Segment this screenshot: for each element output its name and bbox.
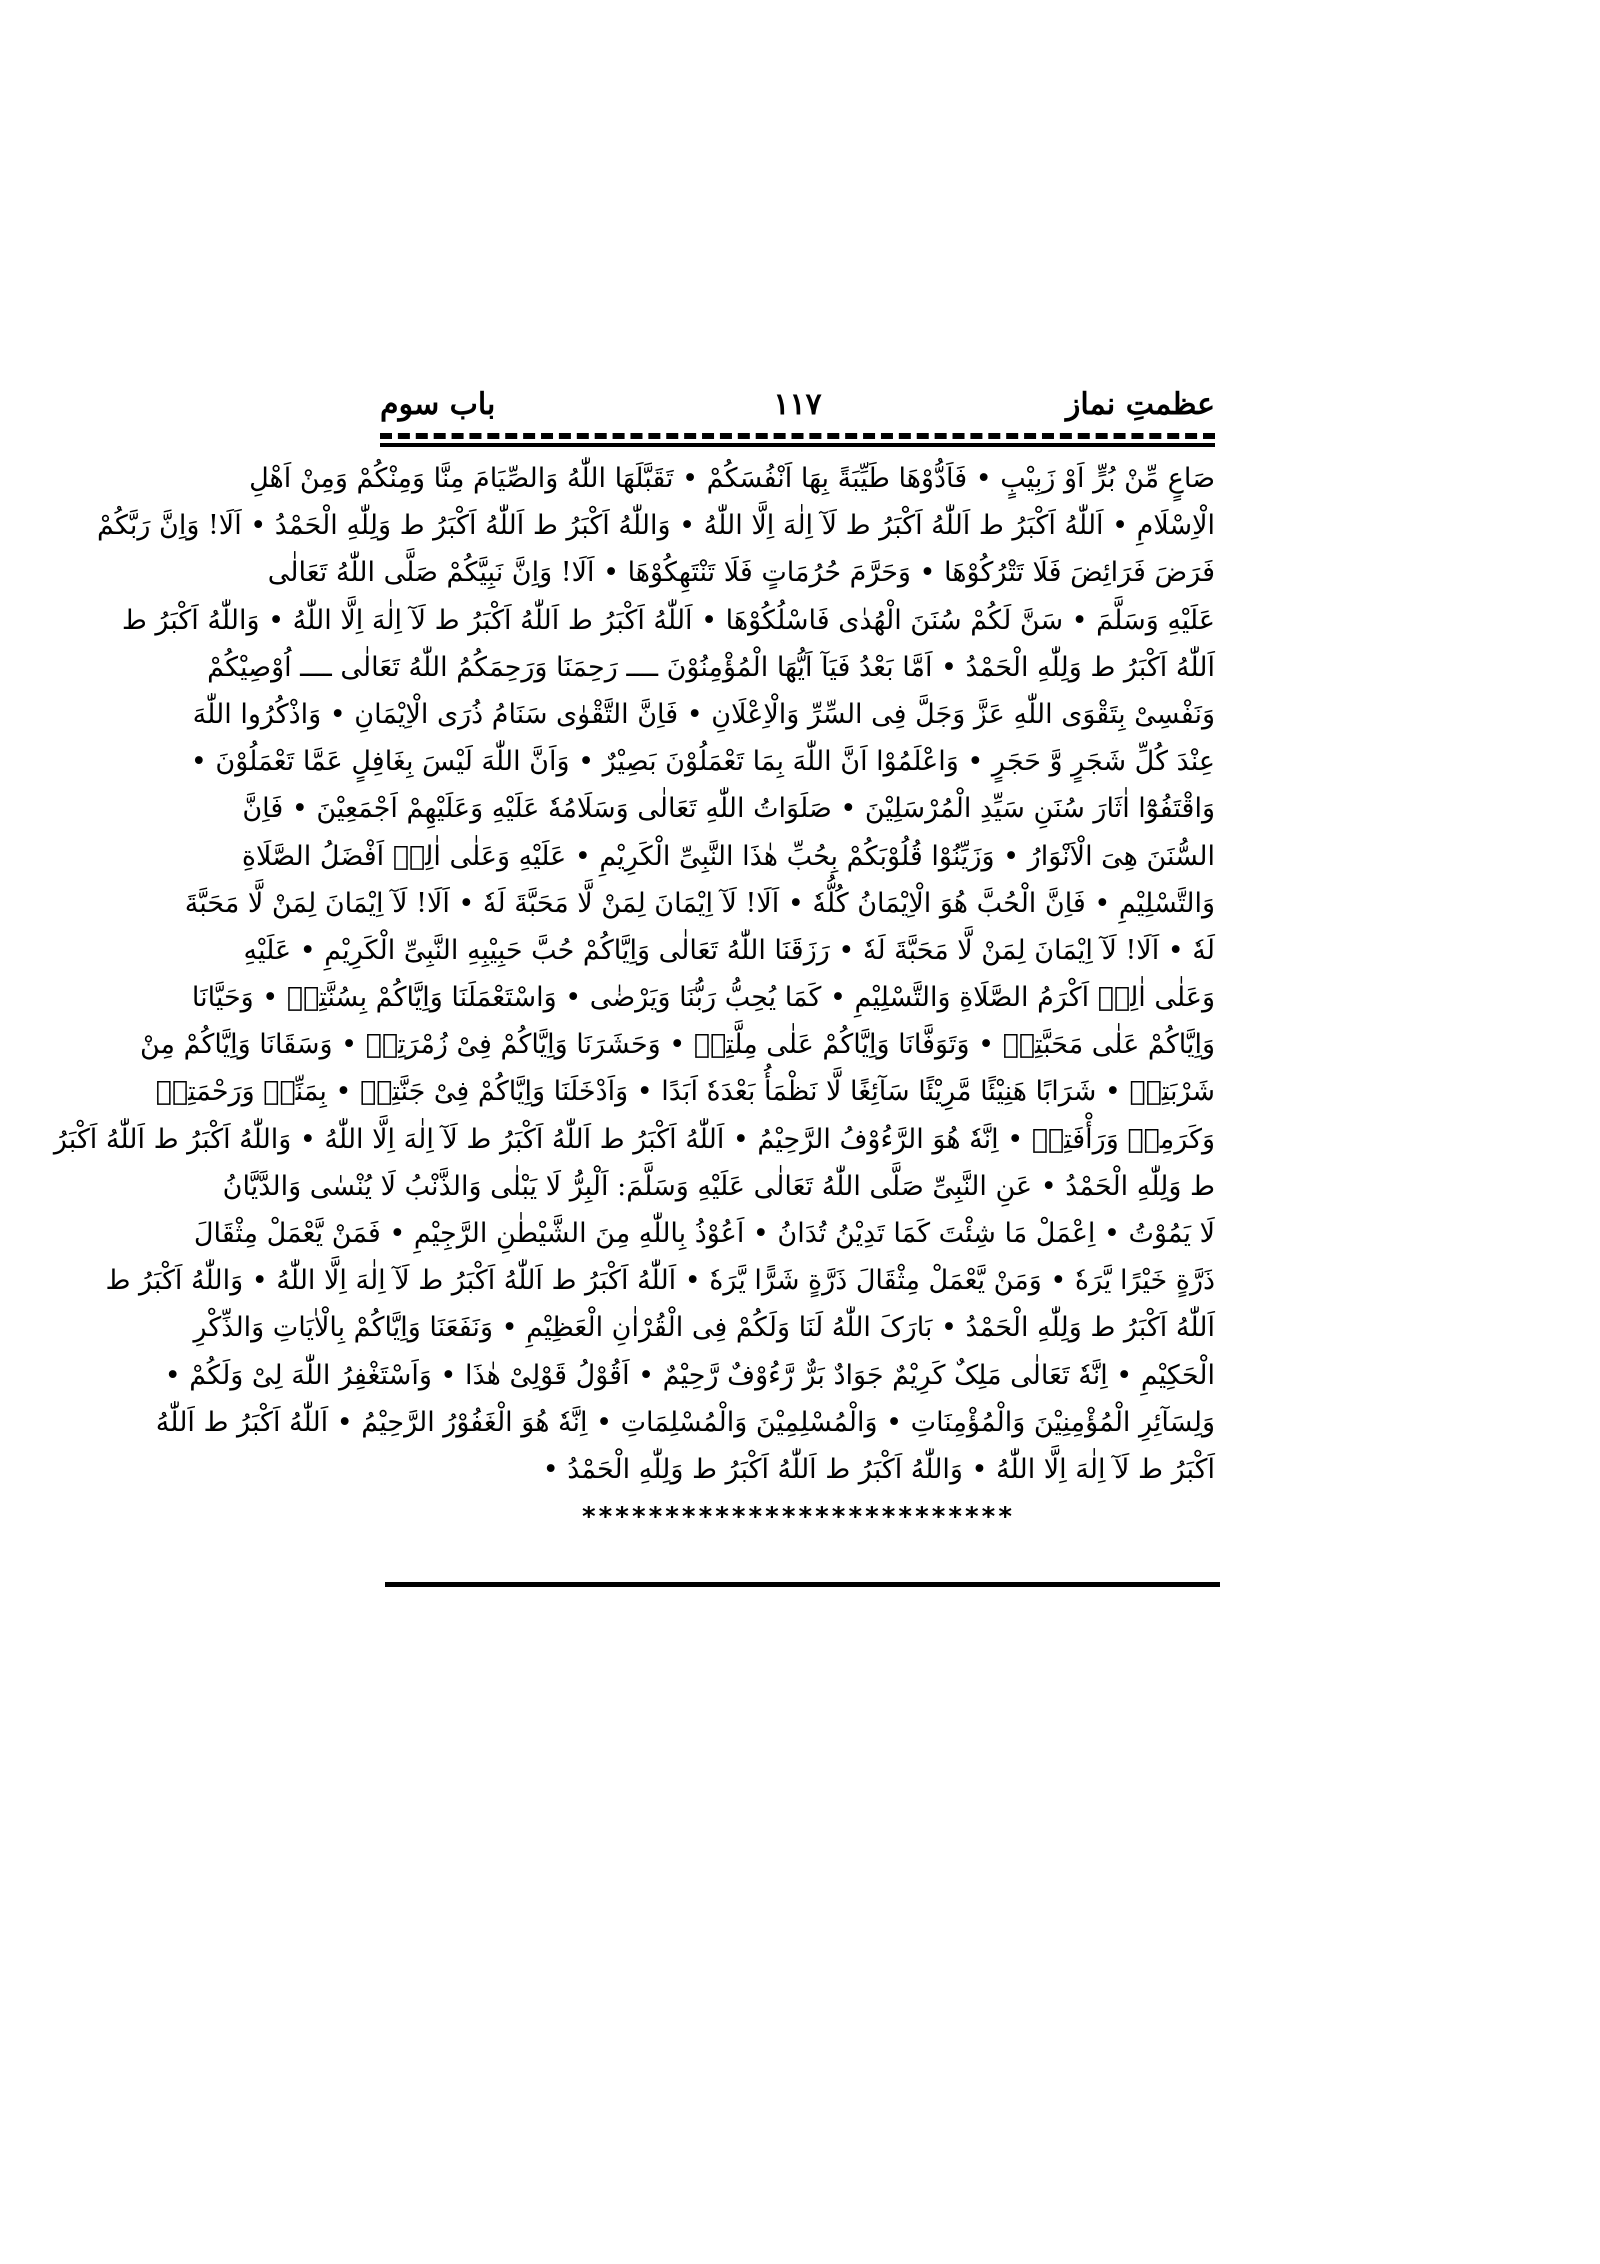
text-line: وَالتَّسْلِیْمِ • فَاِنَّ الْحُبَّ هُوَ الْاِیْمَانُ کُلُّهٗ • اَلَا! لَآ اِیْمَانَ لِمَنْ لَّا مَحَبَّةَ لَهٗ • اَلَا! لَآ اِیْمَانَ لِمَنْ لَّا مَحَبَّةَ (184, 887, 1215, 919)
text-line: لَا یَمُوْتُ • اِعْمَلْ مَا شِئْتَ کَمَا تَدِیْنُ تُدَانُ • اَعُوْذُ بِاللّٰهِ مِنَ الشَّیْطٰنِ الرَّجِیْمِ • فَمَنْ یَّعْمَلْ مِثْقَالَ (193, 1218, 1215, 1249)
text-line: صَاعٍ مِّنْ بُرٍّ اَوْ زَبِیْبٍ • فَاَدُّوْهَا طَیِّبَةً بِهَا اَنْفُسَکُمْ • تَقَبَّلَهَا اللّٰهُ وَالصِّیَامَ مِنَّا وَمِنْکُمْ وَمِنْ اَهْلِ (249, 463, 1215, 494)
text-line: وَاقْتَفُوْٓا اٰثَارَ سُنَنِ سَیِّدِ الْمُرْسَلِیْنَ • صَلَوَاتُ اللّٰهِ تَعَالٰی وَسَلَامُهٗ عَلَیْهِ وَعَلَیْهِمْ اَجْمَعِیْنَ • فَاِنَّ (242, 793, 1215, 825)
text-line: شَرْبَتِهٖ • شَرَابًا هَنِیْئًا مَّرِیْئًا سَآئِغًا لَّا نَظْمَأُ بَعْدَهٗ اَبَدًا • وَاَدْخَلَنَا وَاِیَّاکُمْ فِیْ جَنَّتِهٖ • بِمَنِّهٖ وَرَحْمَتِهٖ (155, 1076, 1215, 1108)
header-dashed-rule (380, 433, 1215, 439)
text-line: ط وَلِلّٰهِ الْحَمْدُ • عَنِ النَّبِیِّ صَلَّی اللّٰهُ تَعَالٰی عَلَیْهِ وَسَلَّمَ: اَلْبِرُّ لَا یَبْلٰی وَالذَّنْبُ لَا یُنْسٰی وَالدَّیَّانُ (222, 1170, 1215, 1202)
text-line: اَللّٰهُ اَکْبَرُ ط وَلِلّٰهِ الْحَمْدُ • بَارَکَ اللّٰهُ لَنَا وَلَکُمْ فِی الْقُرْاٰنِ الْعَظِیْمِ • وَنَفَعَنَا وَاِیَّاکُمْ بِالْاٰیَاتِ وَالذِّکْرِ (193, 1312, 1215, 1344)
book-title: عظمتِ نماز (1065, 387, 1215, 422)
text-line: السُّنَنَ هِیَ الْاَنْوَارُ • وَزَیِّنُوْا قُلُوْبَکُمْ بِحُبِّ هٰذَا النَّبِیِّ الْکَرِیْمِ • عَلَیْهِ وَعَلٰی اٰلِهٖ اَفْضَلُ الصَّلَاةِ (241, 840, 1215, 872)
star-separator: ************************** (581, 1502, 1014, 1533)
page-header (380, 385, 1215, 433)
chapter-label: باب سوم (380, 387, 496, 422)
book-page (53, 385, 1215, 1537)
text-line: ذَرَّةٍ خَیْرًا یَّرَهٗ • وَمَنْ یَّعْمَلْ مِثْقَالَ ذَرَّةٍ شَرًّا یَّرَهٗ • اَللّٰهُ اَکْبَرُ ط اَللّٰهُ اَکْبَرُ ط لَآ اِلٰهَ اِلَّا اللّٰهُ • وَاللّٰهُ اَکْبَرُ ط (105, 1265, 1215, 1297)
text-line: اَکْبَرُ ط لَآ اِلٰهَ اِلَّا اللّٰهُ • وَاللّٰهُ اَکْبَرُ ط اَللّٰهُ اَکْبَرُ ط وَلِلّٰهِ الْحَمْدُ • (542, 1453, 1215, 1485)
footer-rule (385, 1582, 1220, 1587)
text-line: وَکَرَمِهٖ وَرَأْفَتِهٖ • اِنَّهٗ هُوَ الرَّءُوْفُ الرَّحِیْمُ • اَللّٰهُ اَکْبَرُ ط اَللّٰهُ اَکْبَرُ ط لَآ اِلٰهَ اِلَّا اللّٰهُ • وَاللّٰهُ اَکْبَرُ ط اَللّٰهُ اَکْبَرُ (53, 1123, 1215, 1155)
text-line: وَعَلٰی اٰلِهٖ اَکْرَمُ الصَّلَاةِ وَالتَّسْلِیْمِ • کَمَا یُحِبُّ رَبُّنَا وَیَرْضٰی • وَاسْتَعْمَلَنَا وَاِیَّاکُمْ بِسُنَّتِهٖ • وَحَیَّانَا (191, 982, 1215, 1014)
text-line: لَهٗ • اَلَا! لَآ اِیْمَانَ لِمَنْ لَّا مَحَبَّةَ لَهٗ • رَزَقَنَا اللّٰهُ تَعَالٰی وَاِیَّاکُمْ حُبَّ حَبِیْبِهِ النَّبِیِّ الْکَرِیْمِ • عَلَیْهِ (243, 934, 1215, 966)
header-solid-rule (380, 443, 1215, 447)
text-line: عِنْدَ کُلِّ شَجَرٍ وَّ حَجَرٍ • وَاعْلَمُوْا اَنَّ اللّٰهَ بِمَا تَعْمَلُوْنَ بَصِیْرٌ • وَاَنَّ اللّٰهَ لَیْسَ بِغَافِلٍ عَمَّا تَعْمَلُوْنَ • (190, 746, 1215, 778)
text-line: فَرَضَ فَرَائِضَ فَلَا تَتْرُکُوْهَا • وَحَرَّمَ حُرُمَاتٍ فَلَا تَنْتَهِکُوْهَا • اَلَا! وَاِنَّ نَبِیَّکُمْ صَلَّی اللّٰهُ تَعَالٰی (267, 557, 1215, 589)
text-line: وَاِیَّاکُمْ عَلٰی مَحَبَّتِهٖ • وَتَوَفَّانَا وَاِیَّاکُمْ عَلٰی مِلَّتِهٖ • وَحَشَرَنَا وَاِیَّاکُمْ فِیْ زُمْرَتِهٖ • وَسَقَانَا وَاِیَّاکُمْ مِنْ (139, 1029, 1215, 1061)
text-line: عَلَیْهِ وَسَلَّمَ • سَنَّ لَکُمْ سُنَنَ الْهُدٰی فَاسْلُکُوْهَا • اَللّٰهُ اَکْبَرُ ط اَللّٰهُ اَکْبَرُ ط لَآ اِلٰهَ اِلَّا اللّٰهُ • وَاللّٰهُ اَکْبَرُ ط (121, 604, 1215, 636)
text-line: الْحَکِیْمِ • اِنَّهٗ تَعَالٰی مَلِکٌ کَرِیْمٌ جَوَادٌ بَرٌّ رَّءُوْفٌ رَّحِیْمٌ • اَقُوْلُ قَوْلِیْ هٰذَا • وَاَسْتَغْفِرُ اللّٰهَ لِیْ وَلَکُمْ • (164, 1359, 1215, 1391)
text-line: وَلِسَآئِرِ الْمُؤْمِنِیْنَ وَالْمُؤْمِنَاتِ • وَالْمُسْلِمِیْنَ وَالْمُسْلِمَاتِ • اِنَّهٗ هُوَ الْغَفُوْرُ الرَّحِیْمُ • اَللّٰهُ اَکْبَرُ ط اَللّٰهُ (155, 1406, 1215, 1438)
text-line: وَنَفْسِیْ بِتَقْوَی اللّٰهِ عَزَّ وَجَلَّ فِی السِّرِّ وَالْاِعْلَانِ • فَاِنَّ التَّقْوٰی سَنَامُ ذُرَی الْاِیْمَانِ • وَاذْکُرُوا اللّٰهَ (192, 698, 1215, 730)
sermon-text (53, 455, 1215, 1493)
text-line: الْاِسْلَامِ • اَللّٰهُ اَکْبَرُ ط اَللّٰهُ اَکْبَرُ ط لَآ اِلٰهَ اِلَّا اللّٰهُ • وَاللّٰهُ اَکْبَرُ ط اَللّٰهُ اَکْبَرُ ط وَلِلّٰهِ الْحَمْدُ • اَلَا! وَاِنَّ رَبَّکُمْ (96, 510, 1215, 542)
page-number: ۱۱۷ (773, 387, 822, 422)
text-line: اَللّٰهُ اَکْبَرُ ط وَلِلّٰهِ الْحَمْدُ • اَمَّا بَعْدُ فَیَآ اَیُّهَا الْمُؤْمِنُوْنَ ــــ رَحِمَنَا وَرَحِمَکُمُ اللّٰهُ تَعَالٰی ــــ اُوْصِیْکُمْ (207, 651, 1215, 683)
